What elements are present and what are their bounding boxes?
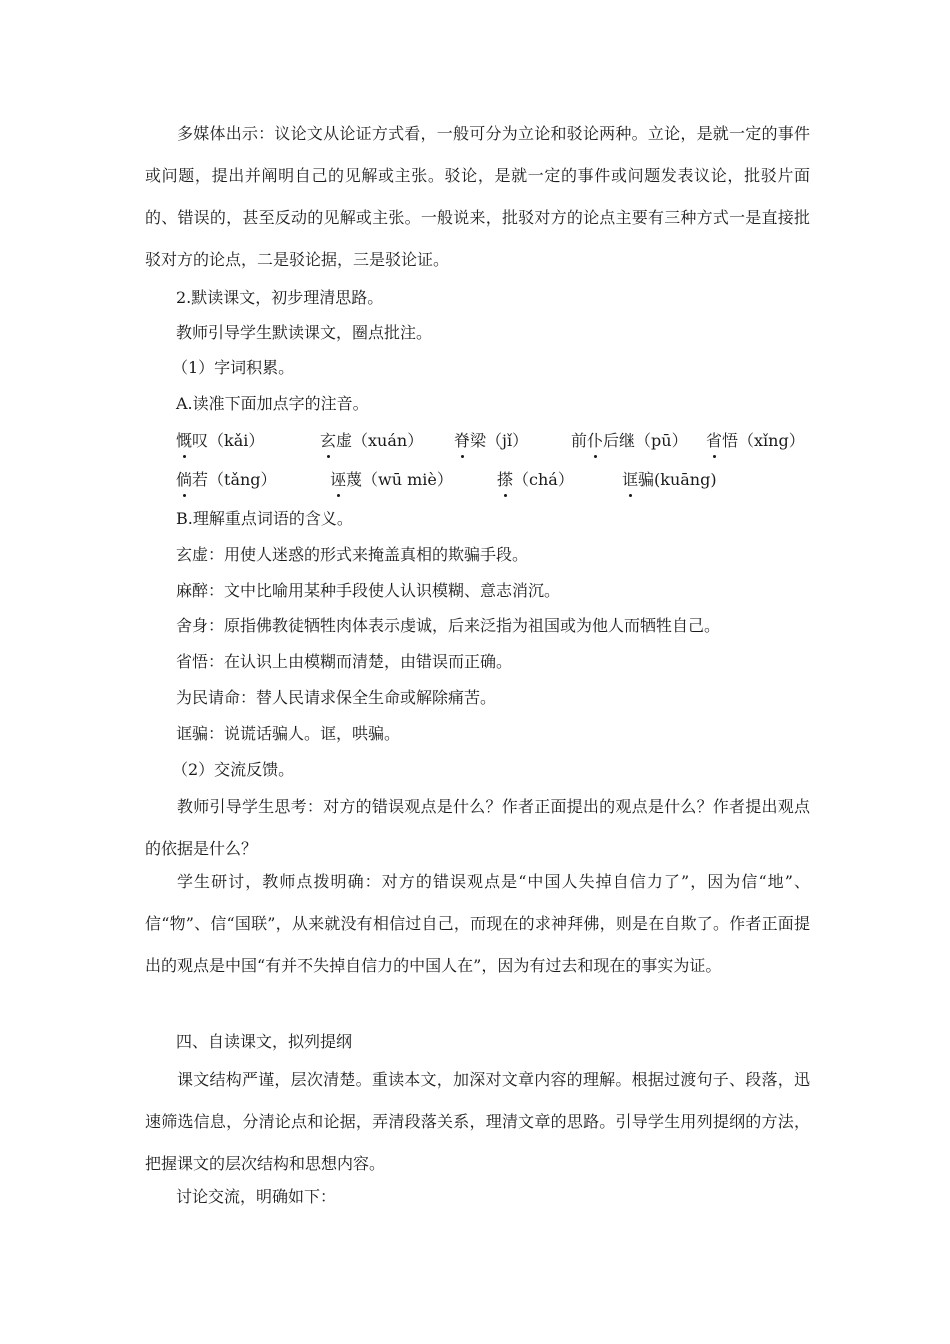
- sub-b-heading: B.理解重点词语的含义。: [176, 509, 353, 528]
- conclusion-line: 讨论交流，明确如下：: [176, 1187, 337, 1206]
- structure-paragraph: 课文结构严谨，层次清楚。重读本文，加深对文章内容的理解。根据过渡句子、段落，迅速筛选信息，分清论点和论据，弄清段落关系，理清文章的思路。引导学生用列提纲的方法，把握课文的层次结构和思想内容。: [145, 1070, 810, 1173]
- vocab-item: 玄虚（xuán）: [320, 428, 423, 451]
- teacher-questions-paragraph: 教师引导学生思考：对方的错误观点是什么？作者正面提出的观点是什么？作者提出观点的依据是什么？: [145, 797, 810, 858]
- definition-weiminqingming: 为民请命：替人民请求保全生命或解除痛苦。: [176, 688, 497, 707]
- debate-intro-paragraph: 多媒体出示：议论文从论证方式看，一般可分为立论和驳论两种。立论，是就一定的事件或问题，提出并阐明自己的见解或主张。驳论，是就一定的事件或问题发表议论，批驳片面的、错误的，甚至反动的见解或主张。一般说来，批驳对方的论点主要有三种方式一是直接批驳对方的论点，二是驳论据，三是驳论证。: [145, 124, 810, 269]
- vocab-item: 诬蔑（wū miè）: [330, 467, 453, 490]
- vocab-item: 搽（chá）: [497, 467, 574, 490]
- vocab-item: 诓骗(kuāng): [622, 467, 717, 490]
- vocab-item: 脊梁（jǐ）: [454, 428, 528, 451]
- sub-2-heading: （2）交流反馈。: [172, 760, 295, 779]
- vocab-item: 慨叹（kǎi）: [176, 428, 264, 451]
- vocab-item: 省悟（xǐng）: [706, 428, 805, 451]
- student-discussion-paragraph: 学生研讨，教师点拨明确：对方的错误观点是“中国人失掉自信力了”，因为信“地”、信“物”、信“国联”，从来就没有相信过自己，而现在的求神拜佛，则是在自欺了。作者正面提出的观点是中国“有并不失掉自信力的中国人在”，因为有过去和现在的事实为证。: [145, 872, 810, 975]
- teacher-guide-text: 教师引导学生默读课文，圈点批注。: [176, 323, 433, 342]
- definition-sheshen: 舍身：原指佛教徒牺牲肉体表示虔诚，后来泛指为祖国或为他人而牺牲自己。: [176, 616, 721, 635]
- section-4-heading: 四、自读课文，拟列提纲: [176, 1032, 353, 1051]
- definition-kuangpian: 诓骗：说谎话骗人。诓，哄骗。: [176, 724, 401, 743]
- definition-mazui: 麻醉：文中比喻用某种手段使人认识模糊、意志消沉。: [176, 581, 561, 600]
- step-2-heading: 2.默读课文，初步理清思路。: [176, 288, 384, 307]
- vocab-item: 倘若（tǎng）: [176, 467, 277, 490]
- definition-xuanxu: 玄虚：用使人迷惑的形式来掩盖真相的欺骗手段。: [176, 545, 529, 564]
- sub-1-heading: （1）字词积累。: [172, 358, 295, 377]
- sub-a-heading: A.读准下面加点字的注音。: [176, 394, 369, 413]
- definition-xingwu: 省悟：在认识上由模糊而清楚，由错误而正确。: [176, 652, 513, 671]
- vocab-item: 前仆后继（pū）: [571, 428, 688, 451]
